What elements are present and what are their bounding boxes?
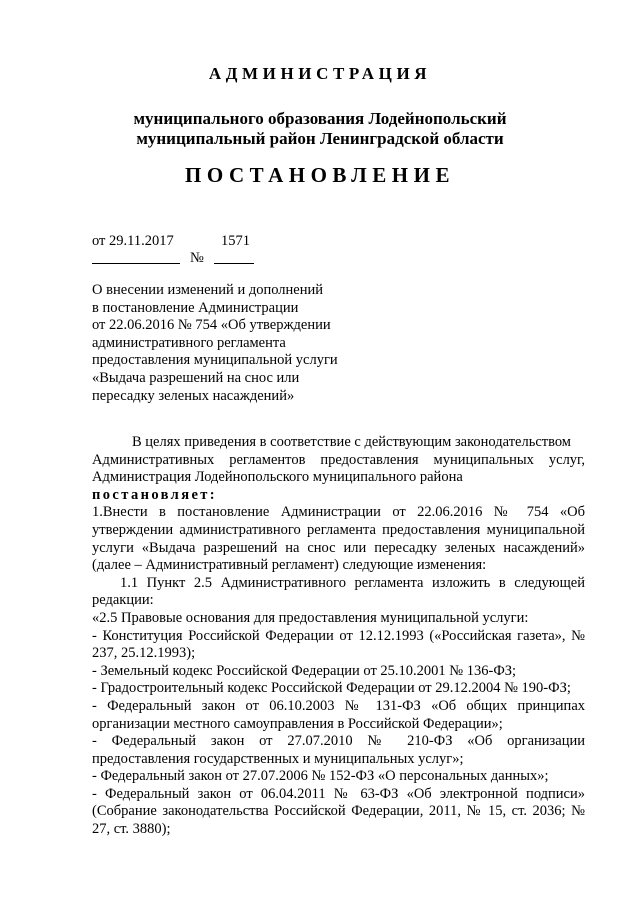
document-body: [92, 434, 585, 839]
paragraph-1-line: (далее – Административный регламент) следующие изменения:: [92, 557, 487, 574]
law-item: - Конституция Российской Федерации от 12.12.1993 («Российская газета», №: [92, 627, 585, 644]
section-2-5-heading: «2.5 Правовые основания для предоставления муниципальной услуги:: [92, 609, 529, 626]
paragraph-1-line: услуги «Выдача разрешений на снос или пересадку зеленых насаждений»: [92, 539, 585, 556]
subject-block: [92, 282, 338, 405]
document-date: от 29.11.2017: [92, 233, 174, 249]
subject-line: предоставления муниципальной услуги: [92, 352, 338, 369]
subject-line: от 22.06.2016 № 754 «Об утверждении: [92, 317, 331, 334]
preamble-line: Администрация Лодейнопольского муниципального района: [92, 469, 463, 486]
subject-line: пересадку зеленых насаждений»: [92, 387, 295, 404]
law-item: - Федеральный закон от 06.10.2003 № 131-ФЗ «Об общих принципах: [92, 697, 585, 714]
law-item: предоставления государственных и муниципальных услуг»;: [92, 750, 464, 767]
law-item: - Градостроительный кодекс Российской Федерации от 29.12.2004 № 190-ФЗ;: [92, 680, 571, 697]
subject-line: в постановление Администрации: [92, 299, 299, 316]
document-type-title: ПОСТАНОВЛЕНИЕ: [185, 163, 455, 187]
law-item: - Земельный кодекс Российской Федерации от 25.10.2001 № 136-ФЗ;: [92, 662, 517, 679]
subject-line: «Выдача разрешений на снос или: [92, 369, 300, 386]
municipality-line-1: муниципального образования Лодейнопольский: [133, 109, 507, 128]
subject-line: О внесении изменений и дополнений: [92, 282, 323, 298]
paragraph-1-line: 1.Внести в постановление Администрации от 22.06.2016 № 754 «Об: [92, 504, 585, 521]
law-item: - Федеральный закон от 27.07.2010 № 210-ФЗ «Об организации: [92, 733, 585, 750]
law-item: - Федеральный закон от 06.04.2011 № 63-ФЗ «Об электронной подписи»: [92, 785, 585, 802]
law-item: 237, 25.12.1993);: [92, 645, 196, 662]
law-item: 27, ст. 3880);: [92, 821, 171, 838]
law-item: организации местного самоуправления в Российской Федерации»;: [92, 715, 503, 732]
paragraph-1-1-line: редакции:: [92, 592, 154, 609]
number-underline: [214, 263, 254, 264]
municipality-line-2: муниципальный район Ленинградской области: [136, 129, 504, 148]
paragraph-1-line: утверждении административного регламента предоставления муниципальной: [92, 521, 585, 538]
preamble-line: В целях приведения в соответствие с действующим законодательством: [132, 434, 571, 450]
org-title: АДМИНИСТРАЦИЯ: [208, 64, 432, 83]
decree-word: постановляет:: [92, 486, 218, 503]
subject-line: административного регламента: [92, 334, 286, 351]
law-item: (Собрание законодательства Российской Федерации, 2011, № 15, ст. 2036; №: [92, 803, 585, 820]
document-number: 1571: [221, 233, 250, 249]
preamble-line: Административных регламентов предоставления муниципальных услуг,: [92, 451, 585, 468]
paragraph-1-1-line: 1.1 Пункт 2.5 Административного регламента изложить в следующей: [120, 574, 585, 591]
number-sign: №: [190, 250, 204, 266]
law-item: - Федеральный закон от 27.07.2006 № 152-ФЗ «О персональных данных»;: [92, 768, 549, 785]
date-underline: [92, 263, 180, 264]
